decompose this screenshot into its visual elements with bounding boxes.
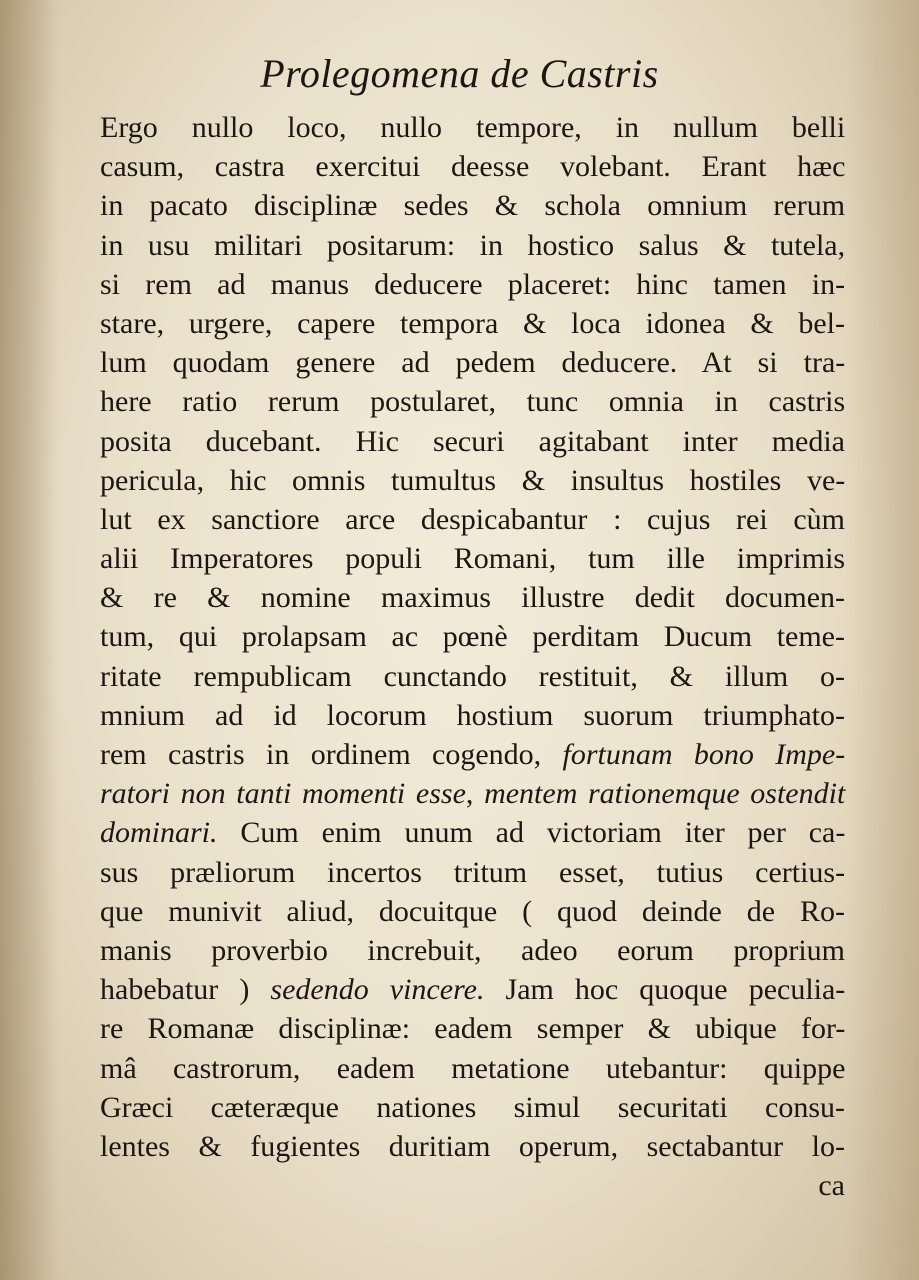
text-line (100, 1088, 845, 1127)
text-segment: & re & nomine maximus illustre dedit documen- (100, 581, 845, 615)
text-segment: lut ex sanctiore arce despicabantur : cujus rei cùm (100, 502, 845, 536)
italic-text-segment: mentem rationemque ostendit (484, 777, 846, 811)
text-line (100, 892, 845, 931)
italic-text-segment: dominari. (100, 816, 218, 850)
text-line (100, 500, 845, 539)
text-line (100, 382, 845, 421)
text-segment: manis proverbio increbuit, adeo eorum proprium (100, 933, 845, 967)
catchword: ca (818, 1169, 845, 1203)
text-line (100, 853, 845, 892)
text-segment: lum quodam genere ad pedem deducere. At si tra- (100, 346, 846, 380)
text-segment: mnium ad id locorum hostium suorum triumphato- (100, 698, 845, 732)
text-line (100, 813, 845, 852)
text-segment: Ergo nullo loco, nullo tempore, in nullum belli (100, 111, 846, 144)
text-segment: stare, urgere, capere tempora & loca idonea & bel- (100, 306, 845, 340)
text-segment: que munivit aliud, docuitque ( quod deinde de Ro- (100, 894, 845, 928)
text-segment: habebatur ) (100, 973, 271, 1007)
text-line (100, 696, 845, 735)
spine-shadow (0, 0, 60, 1280)
text-segment: here ratio rerum postularet, tunc omnia in castris (100, 385, 846, 419)
text-line (100, 539, 845, 578)
text-line (100, 1009, 845, 1048)
text-line (100, 304, 845, 343)
text-line (100, 461, 845, 500)
catchword-block (100, 1166, 845, 1205)
text-segment: Græci cæteræque nationes simul securitati consu- (100, 1090, 845, 1124)
text-line (100, 657, 845, 696)
text-segment: sus præliorum incertos tritum esset, tutius certius- (100, 855, 846, 889)
text-segment: in pacato disciplinæ sedes & schola omnium rerum (100, 189, 846, 223)
text-segment: posita ducebant. Hic securi agitabant inter media (100, 424, 845, 458)
text-segment: ritate rempublicam cunctando restituit, & illum o- (100, 659, 846, 693)
text-segment: pericula, hic omnis tumultus & insultus hostiles ve- (100, 463, 846, 497)
text-line (100, 970, 845, 1009)
text-line (100, 422, 845, 461)
text-line (100, 735, 845, 774)
text-line (100, 617, 845, 656)
text-segment: Cum enim unum ad victoriam iter per ca- (217, 816, 846, 850)
text-line (100, 1127, 845, 1166)
text-segment: si rem ad manus deducere placeret: hinc tamen in- (100, 267, 846, 301)
text-segment: re Romanæ disciplinæ: eadem semper & ubique for- (100, 1012, 846, 1046)
text-line (100, 1049, 845, 1088)
text-segment: in usu militari positarum: in hostico salus & tutela, (100, 228, 846, 262)
text-segment: alii Imperatores populi Romani, tum ille imprimis (100, 542, 846, 576)
text-segment: rem castris in ordinem cogendo, (100, 738, 563, 771)
body-text (100, 108, 845, 1166)
italic-text-segment: fortunam bono Impe- (562, 738, 846, 771)
text-segment: casum, castra exercitui deesse volebant. Erant hæc (100, 150, 846, 184)
text-line (100, 343, 845, 382)
text-segment: , (465, 777, 485, 811)
text-line (100, 108, 845, 147)
text-line (100, 931, 845, 970)
italic-text-segment: ratori non tanti momenti esse (100, 777, 466, 811)
text-line (100, 186, 845, 225)
text-line (100, 578, 845, 617)
italic-text-segment: sedendo vincere. (270, 973, 485, 1007)
text-line (100, 147, 845, 186)
text-segment: tum, qui prolapsam ac pœnè perditam Ducum teme- (100, 620, 845, 654)
text-segment: mâ castrorum, eadem metatione utebantur: quippe (100, 1051, 846, 1085)
running-head: Prolegomena de Castris (260, 51, 659, 96)
text-line (100, 774, 845, 813)
text-line (100, 226, 845, 265)
text-segment: lentes & fugientes duritiam operum, sectabantur lo- (100, 1129, 845, 1163)
text-segment: Jam hoc quoque peculia- (484, 973, 846, 1007)
text-line (100, 265, 845, 304)
